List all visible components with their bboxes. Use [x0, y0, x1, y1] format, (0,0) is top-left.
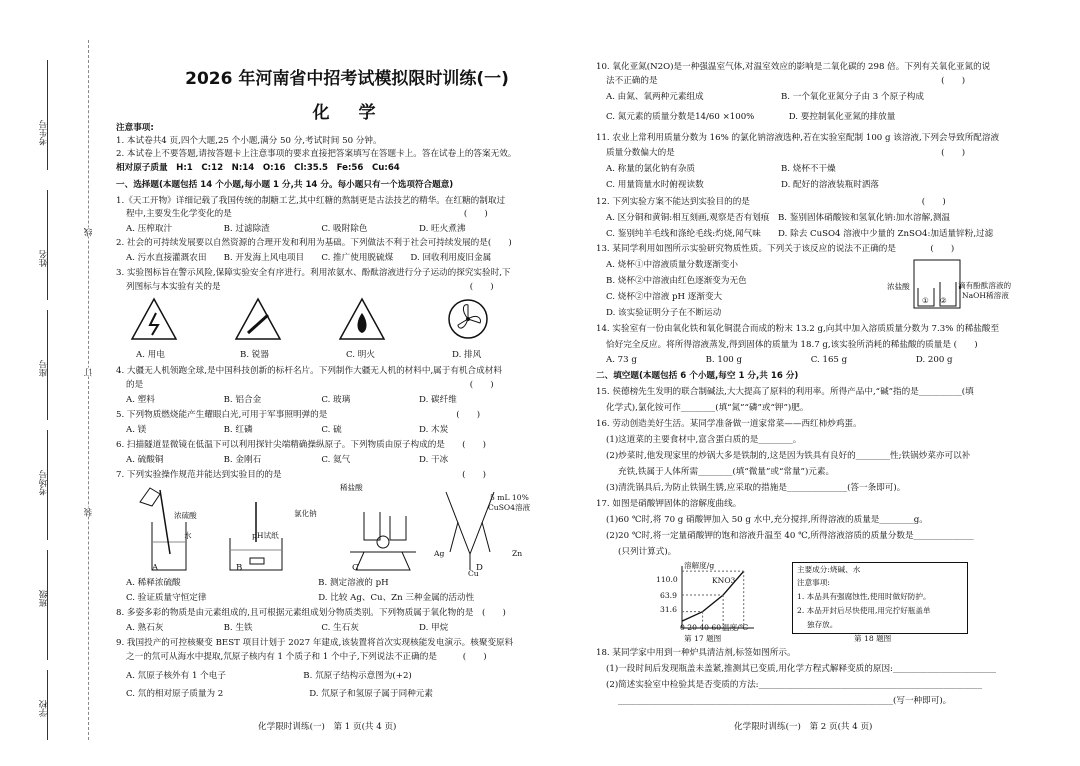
q3-option-c: C. 明火: [346, 350, 375, 360]
q1-line: 程中,主要发生化学变化的是 ( ): [126, 209, 488, 219]
y-tube-setup: [446, 492, 494, 570]
field-exam-room: 考场号: [39, 470, 49, 496]
blank-line: [47, 190, 48, 300]
label-line: 1. 本品具有强腐蚀性,使用时做好防护。: [797, 592, 931, 601]
q7-label: 稀盐酸: [340, 483, 363, 492]
q13-label-naoh: NaOH稀溶液: [962, 291, 1009, 300]
electricity-icon: [132, 299, 176, 339]
cut-line: [88, 40, 89, 740]
q1-options: A. 压榨取汁 B. 过滤除渣 C. 吸附除色 D. 旺火煮沸: [126, 224, 466, 234]
q7-options: C. 验证质量守恒定律 D. 比较 Ag、Cu、Zn 三种金属的活动性: [126, 593, 475, 603]
sharp-object-icon: [236, 299, 280, 339]
q3-option-d: D. 排风: [452, 350, 482, 360]
q9-line: 之一的氘可从海水中提取,氘原子核内有 1 个质子和 1 个中子,下列说法不正确的是 ( ): [126, 652, 487, 662]
q14-options: A. 73 g B. 100 g C. 165 g D. 200 g: [606, 355, 953, 365]
y-tick: 110.0: [656, 575, 678, 584]
q7-line: 7. 下列实验操作规范并能达到实验目的的是 ( ): [116, 470, 486, 480]
q16-line: 充铁,铁属于人体所需________(填“微量”或“常量”)元素。: [618, 467, 835, 477]
q7-options: A. 稀释浓硫酸 B. 测定溶液的 pH: [126, 578, 389, 588]
q9-line: 9. 我国投产的可控核聚变 BEST 项目计划于 2027 年建成,该装置将首次实现核能发电演示。核聚变原料: [116, 638, 514, 648]
fig18-caption: 第 18 题图: [854, 634, 892, 643]
section1-heading: 一、选择题(本题包括 14 个小题,每小题 1 分,共 14 分。每小题只有一个选项符合题意): [116, 180, 454, 190]
flame-icon: [340, 299, 384, 339]
q7-letter: B: [236, 563, 243, 573]
q17-line: (只列计算式)。: [618, 547, 677, 557]
q7-label: 水: [184, 531, 192, 540]
q4-line: 4. 大疆无人机领跑全球,是中国科技创新的标杆名片。下列制作大疆无人机的材料中,属于有机合成材料: [116, 366, 502, 376]
q13-label-hcl: 浓盐酸: [887, 282, 910, 291]
q12-line: 12. 下列实验方案不能达到实验目的的是 ( ): [596, 197, 946, 207]
blank-line: [47, 670, 48, 740]
q7-letter: A: [152, 563, 159, 573]
blank-line: [47, 550, 48, 660]
q13-option: A. 烧杯①中溶液质量分数逐渐变小: [606, 260, 738, 270]
beaker-dilution: [140, 488, 186, 570]
q17-line: (2)20 ℃时,将一定量硝酸钾的饱和溶液升温至 40 ℃,所得溶液溶质的质量分数是______________: [606, 531, 974, 541]
q10-options: C. 氮元素的质量分数是14/60 ×100% D. 要控制氧化亚氮的排放量: [606, 112, 896, 122]
q13-label-naoh: 滴有酚酞溶液的: [958, 281, 1012, 290]
field-name: 姓名: [39, 250, 49, 267]
q5-options: A. 镁 B. 红磷 C. 硫 D. 木炭: [126, 425, 449, 435]
q11-line: 11. 农业上常利用质量分数为 16% 的氯化钠溶液选种,若在实验室配制 100 g 该溶液,下列会导致所配溶液: [596, 133, 1000, 143]
q7-label: 氯化钠: [294, 509, 317, 518]
subject-title: 化 学: [312, 103, 382, 123]
q7-letter: D: [476, 563, 483, 573]
note-item: 1. 本试卷共4 页,四个大题,25 个小题,满分 50 分,考试时间 50 分钟。: [116, 136, 382, 146]
exhaust-fan-icon: [449, 300, 487, 338]
footer-right: 化学限时训练(一) 第 2 页(共 4 页): [734, 722, 873, 732]
q18-line: (1)一段时间后发现瓶盖未盖紧,推测其已变质,用化学方程式解释变质的原因:________________________: [606, 664, 997, 674]
q4-line: 的是 ( ): [126, 380, 494, 390]
q7-label: 5 mL 10%: [490, 493, 529, 502]
q18-line: (2)简述实验室中检验其是否变质的方法:____________________________________________________: [606, 680, 983, 690]
section2-heading: 二、填空题(本题包括 6 个小题,每空 1 分,共 16 分): [596, 371, 799, 381]
q1-line: 1.《天工开物》详细记载了我国传统的制糖工艺,其中红糖的熬制更是古法技艺的精华。在红糖的制取过: [116, 196, 506, 206]
q16-line: 16. 劳动创造美好生活。某同学准备做一道家常菜——西红柿炒鸡蛋。: [596, 419, 862, 429]
cleaner-label: [792, 562, 968, 634]
blank-line: [47, 430, 48, 540]
q6-options: A. 硫酸铜 B. 金刚石 C. 氦气 D. 干冰: [126, 455, 449, 465]
q8-options: A. 熟石灰 B. 生铁 C. 生石灰 D. 甲烷: [126, 623, 449, 633]
q6-line: 6. 扫描隧道显微镜在低温下可以利用探针尖端精确操纵原子。下列物质由原子构成的是 ( ): [116, 440, 486, 450]
q11-options: A. 称量的氯化钠有杂质 B. 烧杯不干燥: [606, 164, 836, 174]
q7-label: 浓硫酸: [174, 511, 197, 520]
field-class: 班级: [39, 590, 49, 607]
label-line: 主要成分:烧碱、水: [797, 565, 861, 574]
q15-line: 15. 侯德榜先生发明的联合制碱法,大大提高了原料的利用率。所得产品中,“碱”指的是__________(填: [596, 387, 974, 397]
atomic-masses: 相对原子质量 H:1 C:12 N:14 O:16 Cl:35.5 Fe:56 Cu:64: [116, 163, 400, 173]
chart-xlabel: 温度/℃: [722, 623, 749, 632]
label-line: 2. 本品开封后尽快使用,用完拧好瓶盖单: [797, 606, 931, 615]
q13-option: C. 烧杯②中溶液 pH 逐渐变大: [606, 292, 723, 302]
q17-line: 17. 如图是硝酸钾固体的溶解度曲线。: [596, 499, 742, 509]
q2-line: 2. 社会的可持续发展要以自然资源的合理开发和利用为基础。下列做法不利于社会可持续发展的是( ): [116, 238, 512, 248]
q7-label: Ag: [434, 549, 445, 558]
series-label: KNO3: [712, 576, 736, 585]
x-ticks: 0 20 40 60: [680, 623, 722, 632]
fig17-caption: 第 17 题图: [684, 634, 722, 643]
q16-line: (1)这道菜的主要食材中,富含蛋白质的是________。: [606, 435, 802, 445]
cut-mark-bind: 订: [84, 368, 94, 377]
q14-line: 恰好完全反应。将所得溶液蒸发,得到固体的质量为 18.7 g,该实验所消耗的稀盐酸的质量是 ( ): [606, 340, 978, 350]
y-tick: 31.6: [660, 605, 677, 614]
q3-line: 列图标与本实验有关的是 ( ): [126, 282, 494, 292]
q3-icons: [130, 297, 570, 345]
q10-options: A. 由氮、氧两种元素组成 B. 一个氧化亚氮分子由 3 个原子构成: [606, 92, 924, 102]
q8-line: 8. 多姿多彩的物质是由元素组成的,且可根据元素组成划分物质类别。下列物质属于氧化物的是 ( ): [116, 608, 506, 618]
field-seat: 座号: [39, 360, 49, 377]
q11-line: 质量分数偏大的是 ( ): [606, 148, 966, 158]
q14-line: 14. 实验室有一份由氧化铁和氧化铜混合而成的粉末 13.2 g,向其中加入溶质质量分数为 7.3% 的稀盐酸至: [596, 324, 1000, 334]
q7-label: Cu: [468, 569, 479, 578]
q9-options: A. 氘原子核外有 1 个电子 B. 氘原子结构示意图为(+2): [126, 671, 412, 681]
q12-options: C. 鉴别纯羊毛线和涤纶毛线:灼烧,闻气味 D. 除去 CuSO4 溶液中少量的 ZnSO4:加适量锌粉,过滤: [606, 229, 994, 239]
label-line: 注意事项:: [797, 578, 830, 587]
q11-options: C. 用量筒量水时俯视读数 D. 配好的溶液装瓶时洒落: [606, 180, 879, 190]
q13-line: 13. 某同学利用如图所示实验研究物质性质。下列关于该反应的说法不正确的是 ( ): [596, 244, 955, 254]
blank-line: [47, 60, 48, 170]
q12-options: A. 区分铜和黄铜:相互刻画,观察是否有划痕 B. 鉴别固体硝酸铵和氢氧化钠:加水溶解,测温: [606, 213, 951, 223]
blank-line: [47, 310, 48, 420]
field-candidate-number: 考生号: [39, 120, 49, 146]
q3-option-b: B. 锐器: [240, 350, 269, 360]
notes-heading: 注意事项:: [116, 123, 154, 133]
q17-line: (1)60 ℃时,将 70 g 硝酸钾加入 50 g 水中,充分搅拌,所得溶液的质量是________g。: [606, 515, 928, 525]
chart-ylabel: 溶解度/g: [684, 561, 715, 570]
q7-label: Zn: [512, 549, 523, 558]
label-line: 独存放。: [807, 620, 838, 629]
binding-margin: [0, 0, 100, 766]
footer-left: 化学限时训练(一) 第 1 页(共 4 页): [258, 722, 397, 732]
q7-label: CuSO4溶液: [488, 503, 531, 512]
q3-line: 3. 实验图标旨在警示风险,保障实验安全有序进行。利用浓氨水、酚酞溶液进行分子运动的探究实验时,下: [116, 268, 511, 278]
cut-mark-seal: 装: [84, 508, 94, 517]
q2-options: A. 污水直接灌溉农田 B. 开发海上风电项目 C. 推广使用脱硫煤 D. 回收利用废旧金属: [126, 253, 492, 263]
note-item: 2. 本试卷上不要答题,请按答题卡上注意事项的要求直接把答案填写在答题卡上。答在试卷上的答案无效。: [116, 149, 517, 159]
q15-line: 化学式),氯化铵可作________(填“氮”“磷”或“钾”)肥。: [606, 403, 809, 413]
q18-line: ________________________________________________________________(写一种即可)。: [618, 696, 952, 706]
q7-label: pH试纸: [252, 531, 279, 540]
q18-line: 18. 某同学家中用到一种炉具清洁剂,标签如图所示。: [596, 648, 796, 658]
q9-options: C. 氘的相对原子质量为 2 D. 氘原子和氢原子属于同种元素: [126, 689, 433, 699]
q13-option: B. 烧杯②中溶液由红色逐渐变为无色: [606, 276, 747, 286]
q7-letter: C: [352, 563, 359, 573]
cut-mark-line: 线: [84, 228, 94, 237]
y-tick: 63.9: [660, 591, 677, 600]
q10-line: 法不正确的是 ( ): [606, 76, 966, 86]
beaker-2-label: ②: [940, 296, 947, 305]
q13-option: D. 该实验证明分子在不断运动: [606, 308, 722, 318]
field-school: 学校: [39, 700, 49, 717]
balance-setup: [350, 512, 416, 570]
q5-line: 5. 下列物质燃烧能产生耀眼白光,可用于军事照明弹的是 ( ): [116, 410, 481, 420]
beaker-1-label: ①: [922, 296, 929, 305]
q16-line: (2)炒菜时,他发现家里的炒锅大多是铁制的,这是因为铁具有良好的________性;铁锅炒菜亦可以补: [606, 451, 971, 461]
q13-figure: [912, 258, 962, 310]
q16-line: (3)清洗锅具后,为防止铁锅生锈,应采取的措施是______________(答一条即可)。: [606, 483, 906, 493]
exam-title: 2026 年河南省中招考试模拟限时训练(一): [185, 69, 509, 89]
q10-line: 10. 氧化亚氮(N2O)是一种强温室气体,对温室效应的影响是二氧化碳的 298 倍。下列有关氧化亚氮的说: [596, 62, 991, 72]
q4-options: A. 塑料 B. 铝合金 C. 玻璃 D. 碳纤维: [126, 395, 457, 405]
q3-option-a: A. 用电: [136, 350, 165, 360]
